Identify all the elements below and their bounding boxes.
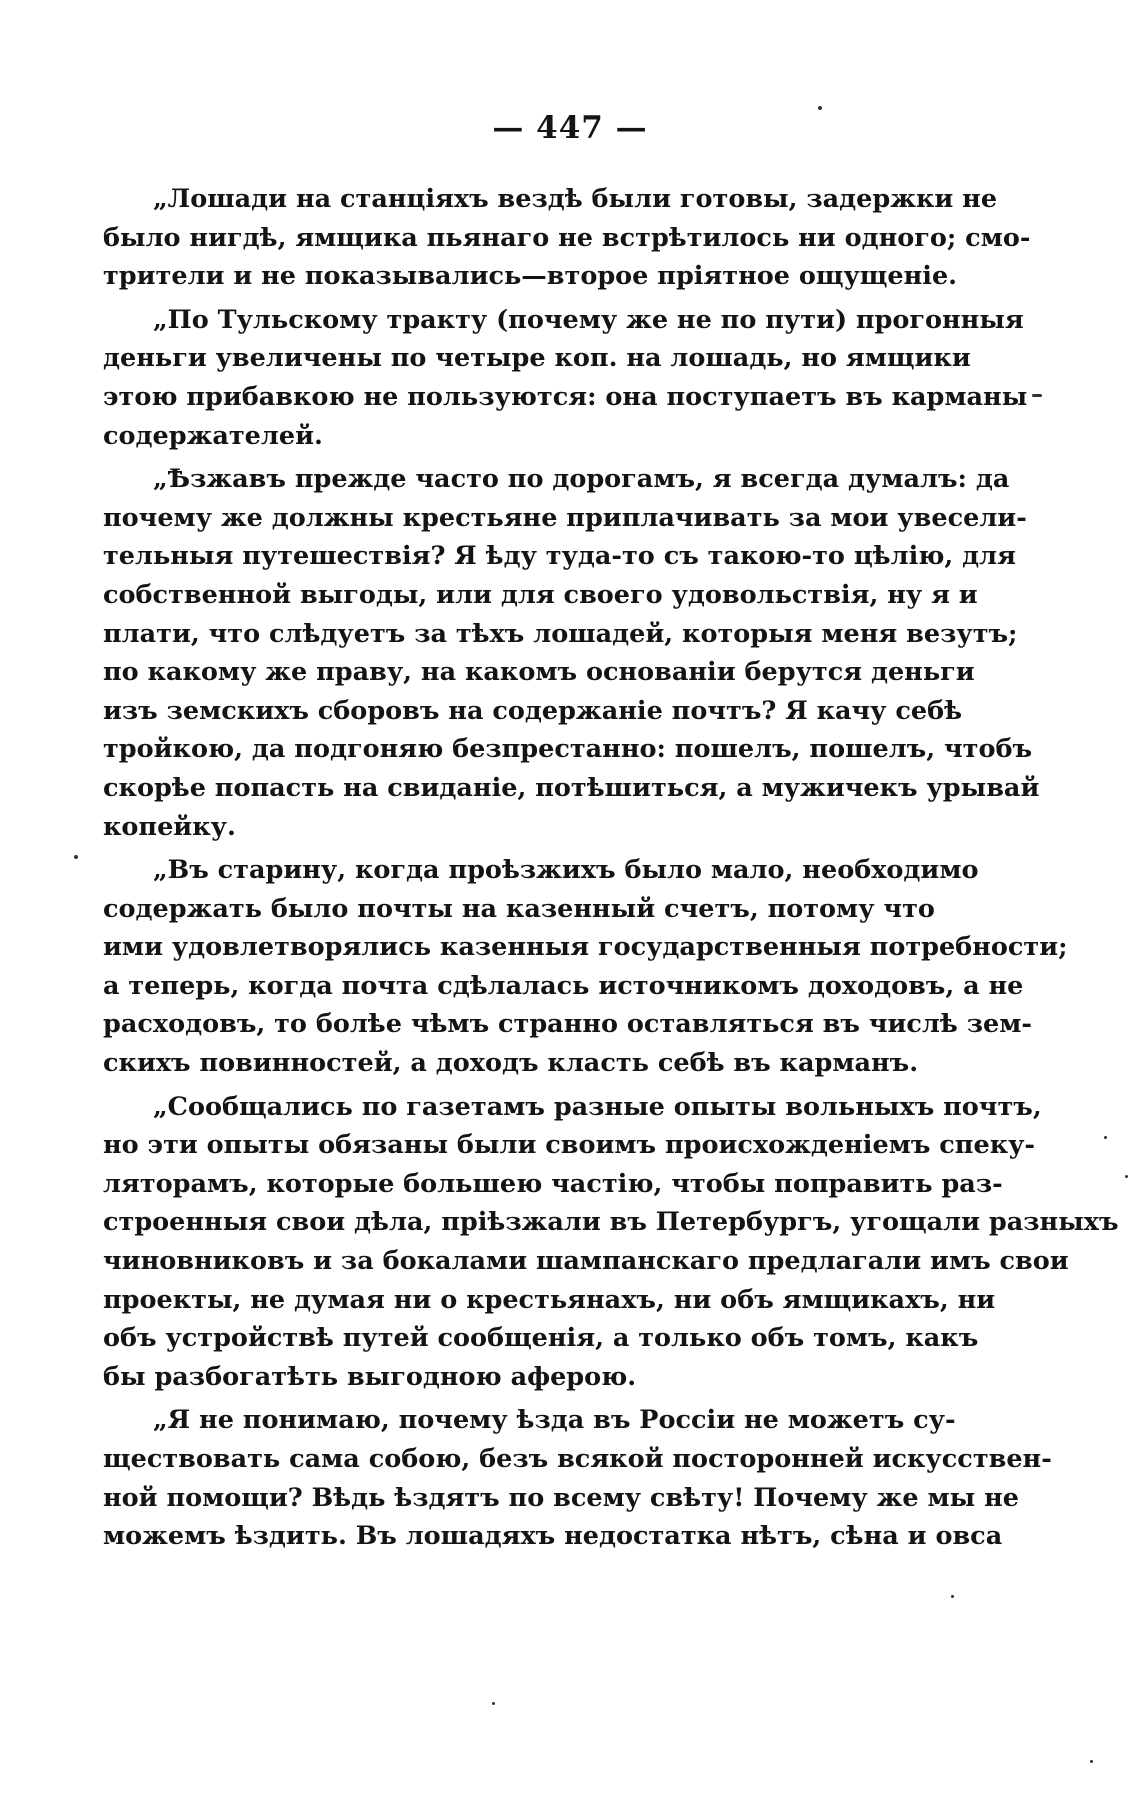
text-line: содержать было почты на казенный счетъ, потому что xyxy=(103,893,935,924)
paragraph-1 xyxy=(103,180,1031,296)
paragraph-4 xyxy=(103,851,1068,1083)
text-line: ной помощи? Вѣдь ѣздятъ по всему свѣту! Почему же мы не xyxy=(103,1482,1019,1513)
text-line: ществовать сама собою, безъ всякой посторонней искусствен- xyxy=(103,1444,1052,1474)
paragraph-5 xyxy=(103,1088,1119,1397)
scan-speck xyxy=(1032,394,1042,397)
text-line: чиновниковъ и за бокалами шампанскаго предлагали имъ свои xyxy=(103,1246,1069,1277)
page-number: — 447 — xyxy=(492,110,648,146)
text-line: содержателей. xyxy=(103,420,323,451)
text-line: „Лошади на станціяхъ вездѣ были готовы, задержки не xyxy=(153,184,998,214)
text-line: можемъ ѣздить. Въ лошадяхъ недостатка нѣтъ, сѣна и овса xyxy=(103,1521,1003,1552)
text-line: по какому же праву, на какомъ основаніи берутся деньги xyxy=(103,657,975,688)
scan-speck xyxy=(818,106,822,110)
paragraph-6 xyxy=(103,1401,1052,1555)
text-line: а теперь, когда почта сдѣлалась источникомъ доходовъ, а не xyxy=(103,970,1024,1001)
scan-speck xyxy=(74,855,78,859)
text-line: тройкою, да подгоняю безпрестанно: пошелъ, пошелъ, чтобъ xyxy=(103,734,1033,765)
text-line: скихъ повинностей, а доходъ класть себѣ въ карманъ. xyxy=(103,1048,919,1079)
scan-speck xyxy=(951,1595,954,1598)
text-line: деньги увеличены по четыре коп. на лошадь, но ямщики xyxy=(103,343,971,374)
text-line: бы разбогатѣть выгодною аферою. xyxy=(103,1361,637,1392)
text-line: проекты, не думая ни о крестьянахъ, ни объ ямщикахъ, ни xyxy=(103,1284,996,1315)
text-line: „По Тульскому тракту (почему же не по пути) прогонныя xyxy=(153,304,1024,335)
text-line: но эти опыты обязаны были своимъ происхожденіемъ спеку- xyxy=(103,1130,1036,1161)
scan-speck xyxy=(1104,1136,1107,1139)
scan-speck xyxy=(1125,1175,1128,1178)
text-line: собственной выгоды, или для своего удовольствія, ну я и xyxy=(103,579,978,610)
text-line: изъ земскихъ сборовъ на содержаніе почтъ? Я качу себѣ xyxy=(103,695,963,726)
paragraph-2 xyxy=(103,301,1028,455)
text-line: плати, что слѣдуетъ за тѣхъ лошадей, которыя меня везутъ; xyxy=(103,618,1018,649)
scan-speck xyxy=(1090,1760,1093,1763)
text-line: копейку. xyxy=(103,811,236,842)
text-line: ляторамъ, которые большею частію, чтобы поправить раз- xyxy=(103,1168,1003,1199)
text-line: „Въ старину, когда проѣзжихъ было мало, необходимо xyxy=(153,855,979,886)
body-text xyxy=(103,180,1119,1561)
text-line: объ устройствѣ путей сообщенія, а только объ томъ, какъ xyxy=(103,1323,979,1354)
text-line: „Ѣзжавъ прежде часто по дорогамъ, я всегда думалъ: да xyxy=(153,464,1010,495)
text-line: расходовъ, то болѣе чѣмъ странно оставляться въ числѣ зем- xyxy=(103,1009,1032,1040)
scan-speck xyxy=(492,1702,495,1705)
paragraph-3 xyxy=(103,460,1040,846)
text-line: ими удовлетворялись казенныя государственныя потребности; xyxy=(103,932,1068,963)
text-line: этою прибавкою не пользуются: она поступаетъ въ карманы xyxy=(103,381,1028,412)
text-line: „Сообщались по газетамъ разные опыты вольныхъ почтъ, xyxy=(153,1091,1042,1122)
text-line: почему же должны крестьяне приплачивать за мои увесели- xyxy=(103,502,1027,533)
text-line: строенныя свои дѣла, пріѣзжали въ Петербургъ, угощали разныхъ xyxy=(103,1207,1119,1238)
text-line: скорѣе попасть на свиданіе, потѣшиться, а мужичекъ урывай xyxy=(103,772,1040,803)
text-line: тельныя путешествія? Я ѣду туда-то съ такою-то цѣлію, для xyxy=(103,541,1016,572)
text-line: „Я не понимаю, почему ѣзда въ Россіи не можетъ су- xyxy=(153,1405,956,1436)
text-line: трители и не показывались—второе пріятное ощущеніе. xyxy=(103,261,958,292)
text-line: было нигдѣ, ямщика пьянаго не встрѣтилось ни одного; смо- xyxy=(103,222,1031,253)
